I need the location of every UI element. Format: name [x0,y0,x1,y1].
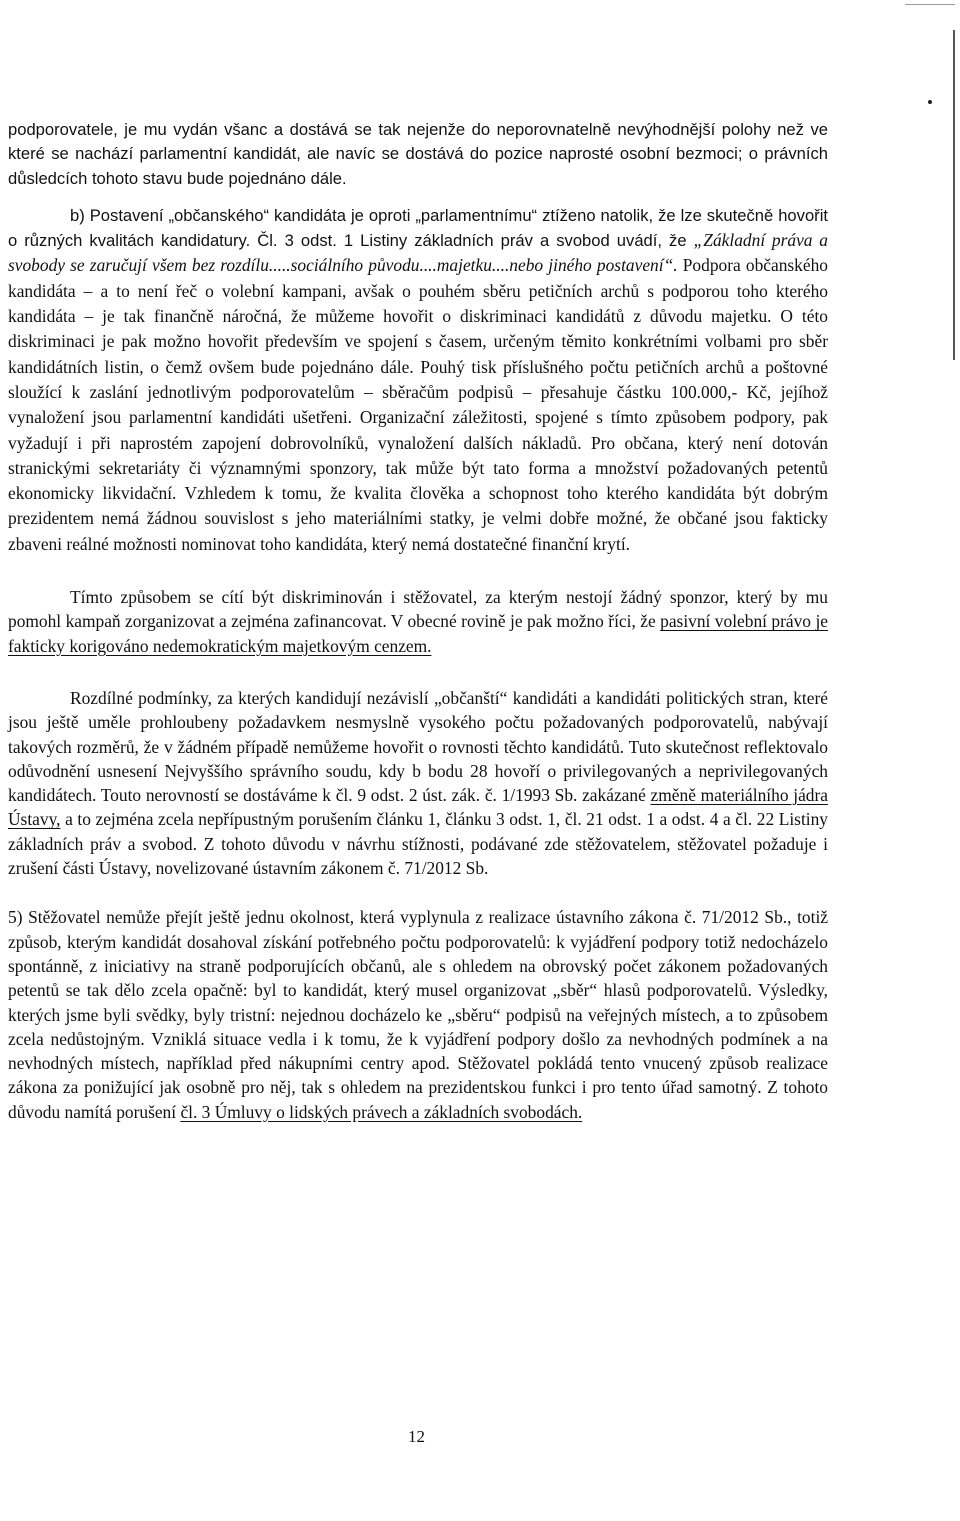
paragraph-conditions-text-a: Rozdílné podmínky, za kterých kandidují nezávislí „občanští“ kandidáti a kandidáti politických stran, které jsou ještě uměle prohloubeny požadavkem nesmyslně vysokého počtu požadovaných podporovatelů, nabývají takových rozměrů, že v žádném případě nemůžeme hovořit o rovnosti těchto kandidátů. Tuto skutečnost reflektovalo odůvodnění usnesení Nejvyššího správního soudu, kdy b bodu 28 hovoří o privilegovaných a neprivilegovaných kandidátech. Touto nerovností se dostáváme k čl. 9 odst. 2 úst. zák. č. 1/1993 Sb. zakázané [8,687,828,806]
paragraph-conditions-text-b: a to zejména zcela nepřípustným porušením článku 1, článku 3 odst. 1, čl. 21 odst. 1 a odst. 4 a čl. 22 Listiny základních práv a svobod. Z tohoto důvodu v návrhu stížnosti, podávané zde stěžovatelem, stěžovatel požaduje i zrušení části Ústavy, novelizované ústavním zákonem č. 71/2012 Sb. [8,809,828,879]
paragraph-b-postaveni [8,204,828,557]
scan-edge-right [953,30,955,360]
paragraph-discrimination-underlined: pasivní volební právo je fakticky korigováno nedemokratickým majetkovým cenzem. [8,611,828,656]
paragraph-discrimination-text: Tímto způsobem se cítí být diskriminován i stěžovatel, za kterým nestojí žádný sponzor, který by mu pomohl kampaň zorganizovat a zejména zafinancovat. V obecné rovině je pak možno říci, že [8,587,828,632]
document-page [8,118,828,1124]
paragraph-continuation: podporovatele, je mu vydán všanc a dostává se tak nejenže do neporovnatelně nevýhodnější polohy než ve které se nachází parlamentní kandidát, ale navíc se dostává do pozice naprosté osobní bezmoci; o právních důsledcích tohoto stavu bude pojednáno dále. [8,120,828,188]
paragraph-discrimination [8,585,828,658]
page-number: 12 [408,1427,425,1446]
paragraph-b-body: Podpora občanského kandidáta – a to není řeč o volební kampani, avšak o pouhém sběru petičních archů s podporou toho kterého kandidáta – je tak finančně náročná, že můžeme hovořit o diskriminaci kandidátů z důvodu majetku. O této diskriminaci je pak možno hovořit především ve spojení s časem, určeným těmito konkrétními volbami pro sběr kandidátních listin, o čemž ovšem bude pojednáno dále. Pouhý tisk příslušného počtu petičních archů a poštovné sloužící k zaslání jednotlivým podporovatelům – sběračům podpisů – přesahuje částku 100.000,- Kč, jejíhož vynaložení jsou parlamentní kandidáti ušetřeni. Organizační záležitosti, spojené s tímto způsobem podpory, pak vyžadují i při naprostém zapojení dobrovolníků, vynaložení dalších nákladů. Pro občana, který není dotován stranickými sekretariáty či významnými sponzory, tak může být tato forma a množství požadovaných petentů ekonomicky likvidační. Vzhledem k tomu, že kvalita člověka a schopnost toho kterého kandidáta být dobrým prezidentem nemá žádnou souvislost s jeho materiálními statky, je velmi dobře možné, že občané jsou fakticky zbaveni reálné možnosti nominovat toho kandidáta, který nemá dostatečné finanční krytí. [8,255,828,554]
paragraph-conditions-underlined: změně materiálního jádra Ústavy, [8,785,829,830]
paragraph-5-underlined: čl. 3 Úmluvy o lidských právech a základních svobodách. [180,1101,583,1122]
paragraph-5 [8,905,828,1124]
listina-quote: „Základní práva a svobody se zaručují všem bez rozdílu.....sociálního původu....majetku....nebo jiného postavení“. [8,230,828,276]
scan-edge-top [905,4,955,5]
scan-speck [928,100,932,104]
paragraph-5-text: 5) Stěžovatel nemůže přejít ještě jednu okolnost, která vyplynula z realizace ústavního zákona č. 71/2012 Sb., totiž způsob, kterým kandidát dosahoval získání potřebného počtu podporovatelů: k vyjádření podpory totiž nedocházelo spontánně, z iniciativy na straně podporujících občanů, ale s ohledem na obrovský počet zákonem požadovaných petentů se tak dělo zcela opačně: byl to kandidát, který musel organizovat „sběr“ hlasů podporovatelů. Výsledky, kterých jsme byli svědky, byly tristní: nejednou docházelo ke „sběru“ podpisů na veřejných místech, a to způsobem zcela nedůstojným. Vzniklá situace vedla i k tomu, že k vyjádření podpory došlo za nevhodných podmínek a na nevhodných místech, například před nákupními centry apod. Stěžovatel pokládá tento vnucený způsob realizace zákona za ponižující jak osobně pro něj, tak s ohledem na prezidentskou funkci i pro tento úřad samotný. Z tohoto důvodu namítá porušení [8,907,828,1122]
paragraph-conditions [8,686,828,880]
paragraph-b-intro: b) Postavení „občanského“ kandidáta je oproti „parlamentnímu“ ztíženo natolik, že lze skutečně hovořit o různých kvalitách kandidatury. Čl. 3 odst. 1 Listiny základních práv a svobod uvádí, že [8,205,828,251]
